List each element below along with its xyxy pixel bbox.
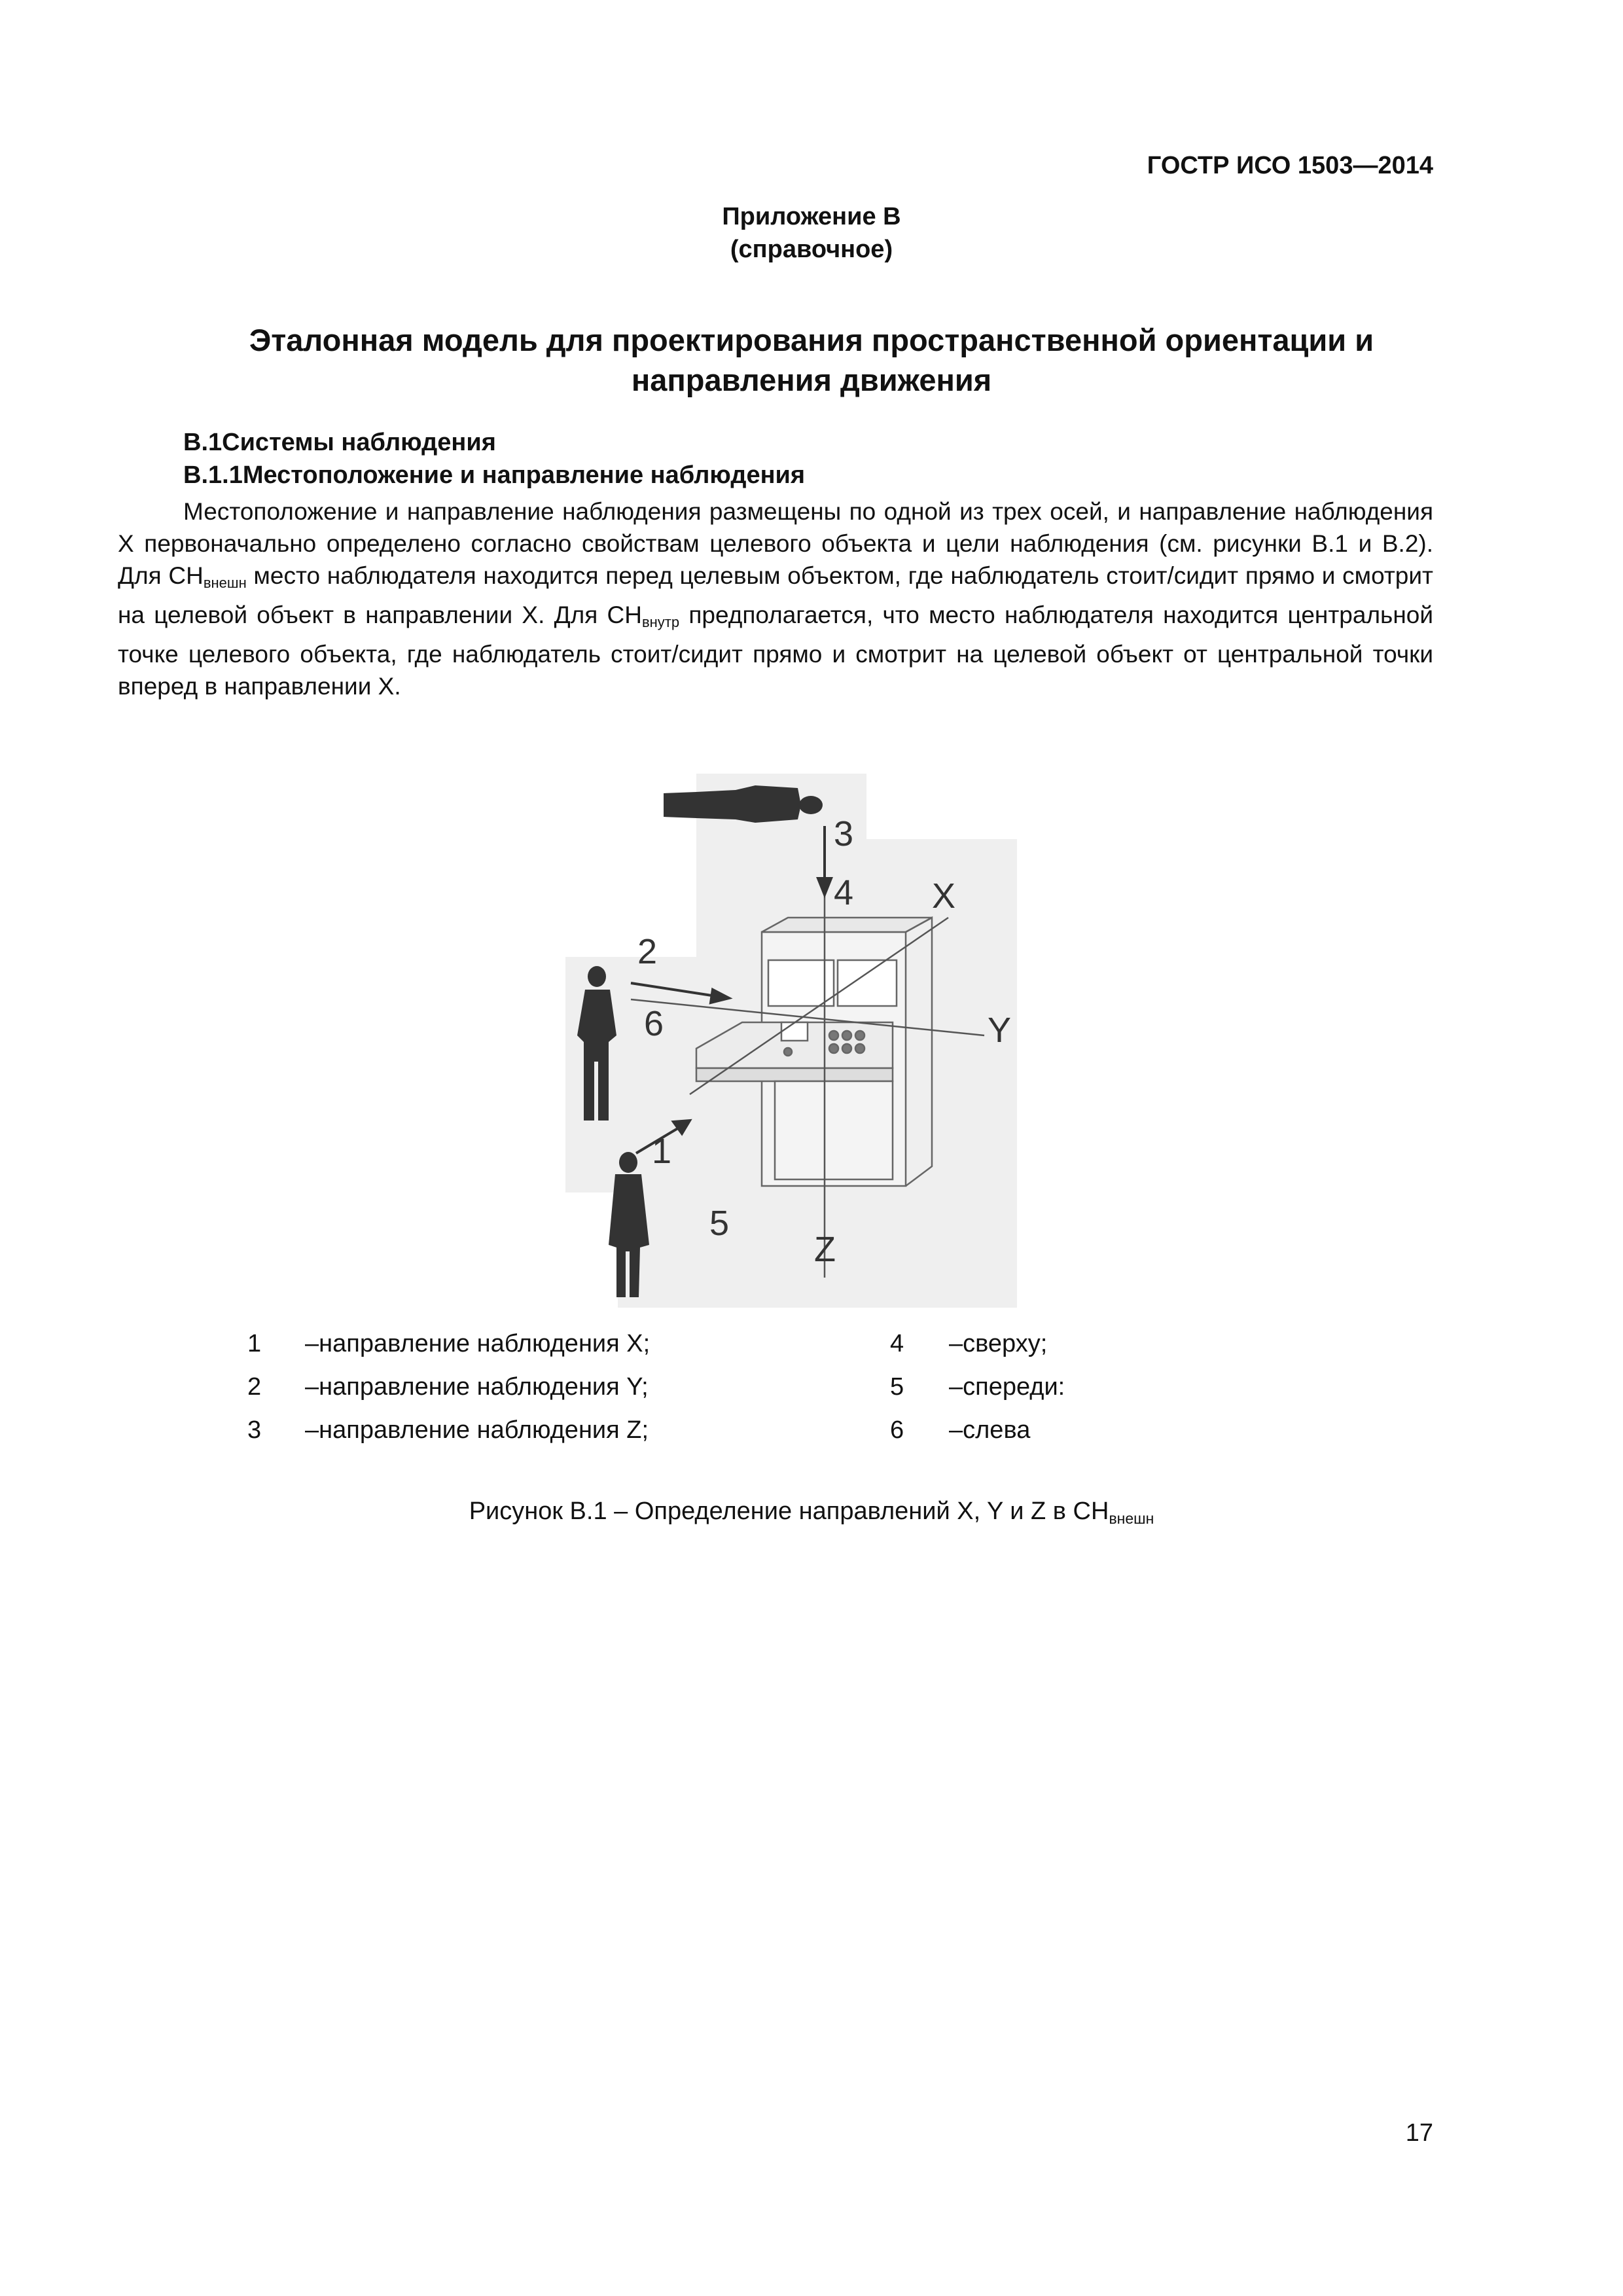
legend-text-5: –спереди:	[949, 1373, 1065, 1401]
legend-text-6: –слева	[949, 1416, 1031, 1444]
legend-text-2: –направление наблюдения Y;	[305, 1373, 649, 1401]
section-heading-b11: В.1.1Местоположение и направление наблюдения	[183, 461, 806, 489]
page-number: 17	[1405, 2119, 1433, 2147]
paragraph-part-1: Местоположение и направление наблюдения размещены по одной из трех осей, и направление наблюдения Х первоначально определено согласно свойствам целевого объекта и цели наблюдения (см. рисунки В.1 и В.2). Для СН	[118, 498, 1433, 589]
figure-label-y: Y	[988, 1011, 1012, 1050]
appendix-label: Приложение В	[722, 203, 901, 230]
figure-label-x: X	[932, 876, 956, 916]
figure-white-cutout-tr	[866, 774, 1017, 839]
legend-num-4: 4	[890, 1330, 904, 1357]
figure-caption	[0, 1498, 1623, 1528]
appendix-title-line-2: направления движения	[631, 363, 992, 397]
appendix-type: (справочное)	[730, 236, 893, 263]
figure-label-1: 1	[652, 1132, 672, 1171]
figure-label-5: 5	[709, 1204, 730, 1243]
legend-num-2: 2	[247, 1373, 262, 1401]
subscript-external: внешн	[203, 575, 247, 591]
body-paragraph	[118, 495, 1433, 702]
figure-b1-diagram	[565, 774, 1017, 1308]
figure-label-4: 4	[834, 873, 854, 912]
paragraph-part-3: предполагается, что место наблюдателя находится центральной точке целевого объекта, где наблюдатель стоит/сидит прямо и смотрит на целевой объект от центральной точки вперед в направлении Х.	[118, 601, 1433, 700]
figure-label-3: 3	[834, 814, 854, 853]
figure-label-6: 6	[644, 1004, 664, 1043]
legend-num-6: 6	[890, 1416, 904, 1444]
subscript-internal: внутр	[641, 614, 680, 630]
legend-text-1: –направление наблюдения X;	[305, 1330, 651, 1357]
section-heading-b1: В.1Системы наблюдения	[183, 429, 496, 456]
figure-label-2: 2	[637, 932, 658, 971]
legend-text-4: –сверху;	[949, 1330, 1048, 1357]
caption-subscript: внешн	[1109, 1510, 1154, 1527]
figure-label-z: Z	[814, 1230, 836, 1269]
document-header: ГОСТР ИСО 1503—2014	[1147, 152, 1433, 179]
legend-num-5: 5	[890, 1373, 904, 1401]
legend-num-1: 1	[247, 1330, 262, 1357]
legend-num-3: 3	[247, 1416, 262, 1444]
paragraph-part-2: место наблюдателя находится перед целевым объектом, где наблюдатель стоит/сидит прямо и смотрит на целевой объект в направлении Х. Для СН	[118, 562, 1433, 628]
appendix-title-line-1: Эталонная модель для проектирования пространственной ориентации и	[249, 323, 1374, 357]
figure-white-cutout-bl	[565, 1193, 618, 1308]
caption-text: Рисунок В.1 – Определение направлений X, Y и Z в СН	[469, 1498, 1109, 1525]
legend-text-3: –направление наблюдения Z;	[305, 1416, 649, 1444]
